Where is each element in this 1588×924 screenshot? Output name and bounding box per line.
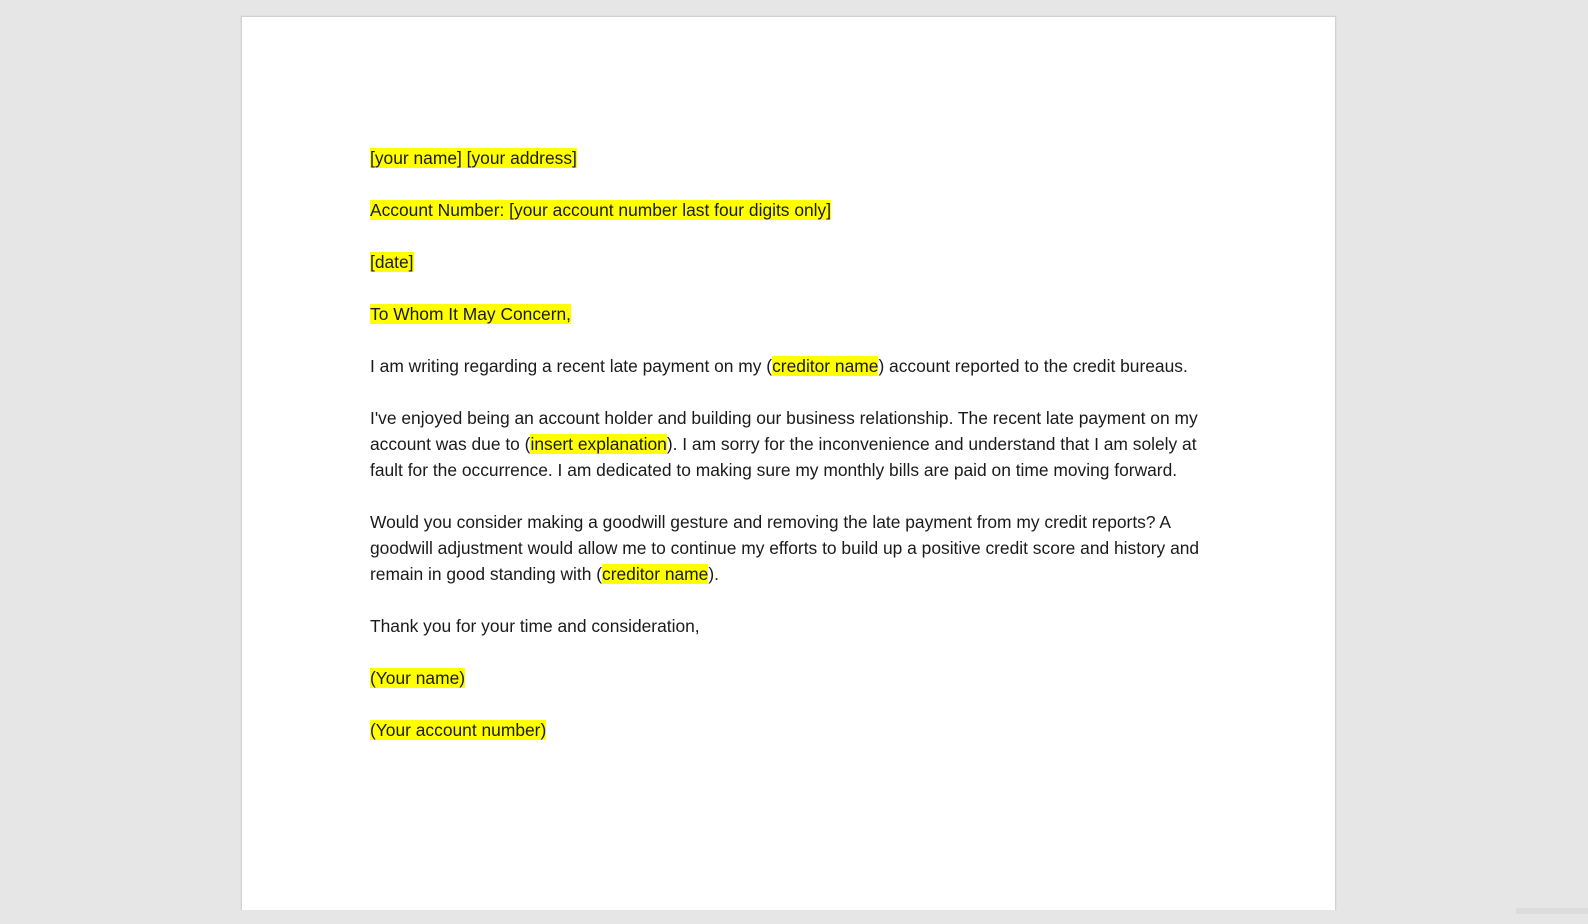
paragraph-request-text-b: ). <box>708 564 719 584</box>
paragraph-explanation-text-b: ). I am sorry for the inconvenience and understand that I am solely at fault for the occurrence. I am dedicated to making sure my monthly bills are paid on time moving forward. <box>370 434 1197 480</box>
document-page[interactable] <box>241 16 1336 924</box>
paragraph-gap <box>370 483 1220 509</box>
account-number-line <box>370 197 1220 223</box>
letter-body[interactable] <box>370 145 1220 743</box>
signature-name-line <box>370 665 1220 691</box>
paragraph-gap <box>370 639 1220 665</box>
creditor-name-placeholder: creditor name <box>772 356 879 376</box>
explanation-placeholder: insert explanation <box>530 434 667 454</box>
account-number-placeholder: Account Number: [your account number last four digits only] <box>370 200 832 220</box>
creditor-name-placeholder: creditor name <box>602 564 709 584</box>
signature-account-line <box>370 717 1220 743</box>
paragraph-gap <box>370 691 1220 717</box>
paragraph-explanation <box>370 405 1220 483</box>
date-line <box>370 249 1220 275</box>
sender-name-address-placeholder: [your name] [your address] <box>370 148 577 168</box>
paragraph-intro-text-b: ) account reported to the credit bureaus. <box>878 356 1188 376</box>
paragraph-request-text-a: Would you consider making a goodwill gesture and removing the late payment from my credit reports? A goodwill adjustment would allow me to continue my efforts to build up a positive credit score and history and remain in good standing with ( <box>370 512 1200 584</box>
closing-text: Thank you for your time and consideration, <box>370 616 700 636</box>
paragraph-gap <box>370 171 1220 197</box>
date-placeholder: [date] <box>370 252 414 272</box>
sender-line <box>370 145 1220 171</box>
closing-line <box>370 613 1220 639</box>
workspace-bottom-edge <box>0 910 1588 924</box>
signature-account-placeholder: (Your account number) <box>370 720 547 740</box>
paragraph-gap <box>370 327 1220 353</box>
paragraph-intro-text-a: I am writing regarding a recent late payment on my ( <box>370 356 773 376</box>
signature-name-placeholder: (Your name) <box>370 668 466 688</box>
paragraph-request <box>370 509 1220 587</box>
paragraph-gap <box>370 223 1220 249</box>
paragraph-gap <box>370 275 1220 301</box>
salutation-line <box>370 301 1220 327</box>
salutation-text: To Whom It May Concern, <box>370 304 572 324</box>
paragraph-explanation-text-a: I've enjoyed being an account holder and building our business relationship. The recent late payment on my account was due to ( <box>370 408 1198 454</box>
paragraph-gap <box>370 587 1220 613</box>
paragraph-gap <box>370 379 1220 405</box>
paragraph-intro <box>370 353 1220 379</box>
scrollbar-corner[interactable] <box>1516 908 1588 914</box>
